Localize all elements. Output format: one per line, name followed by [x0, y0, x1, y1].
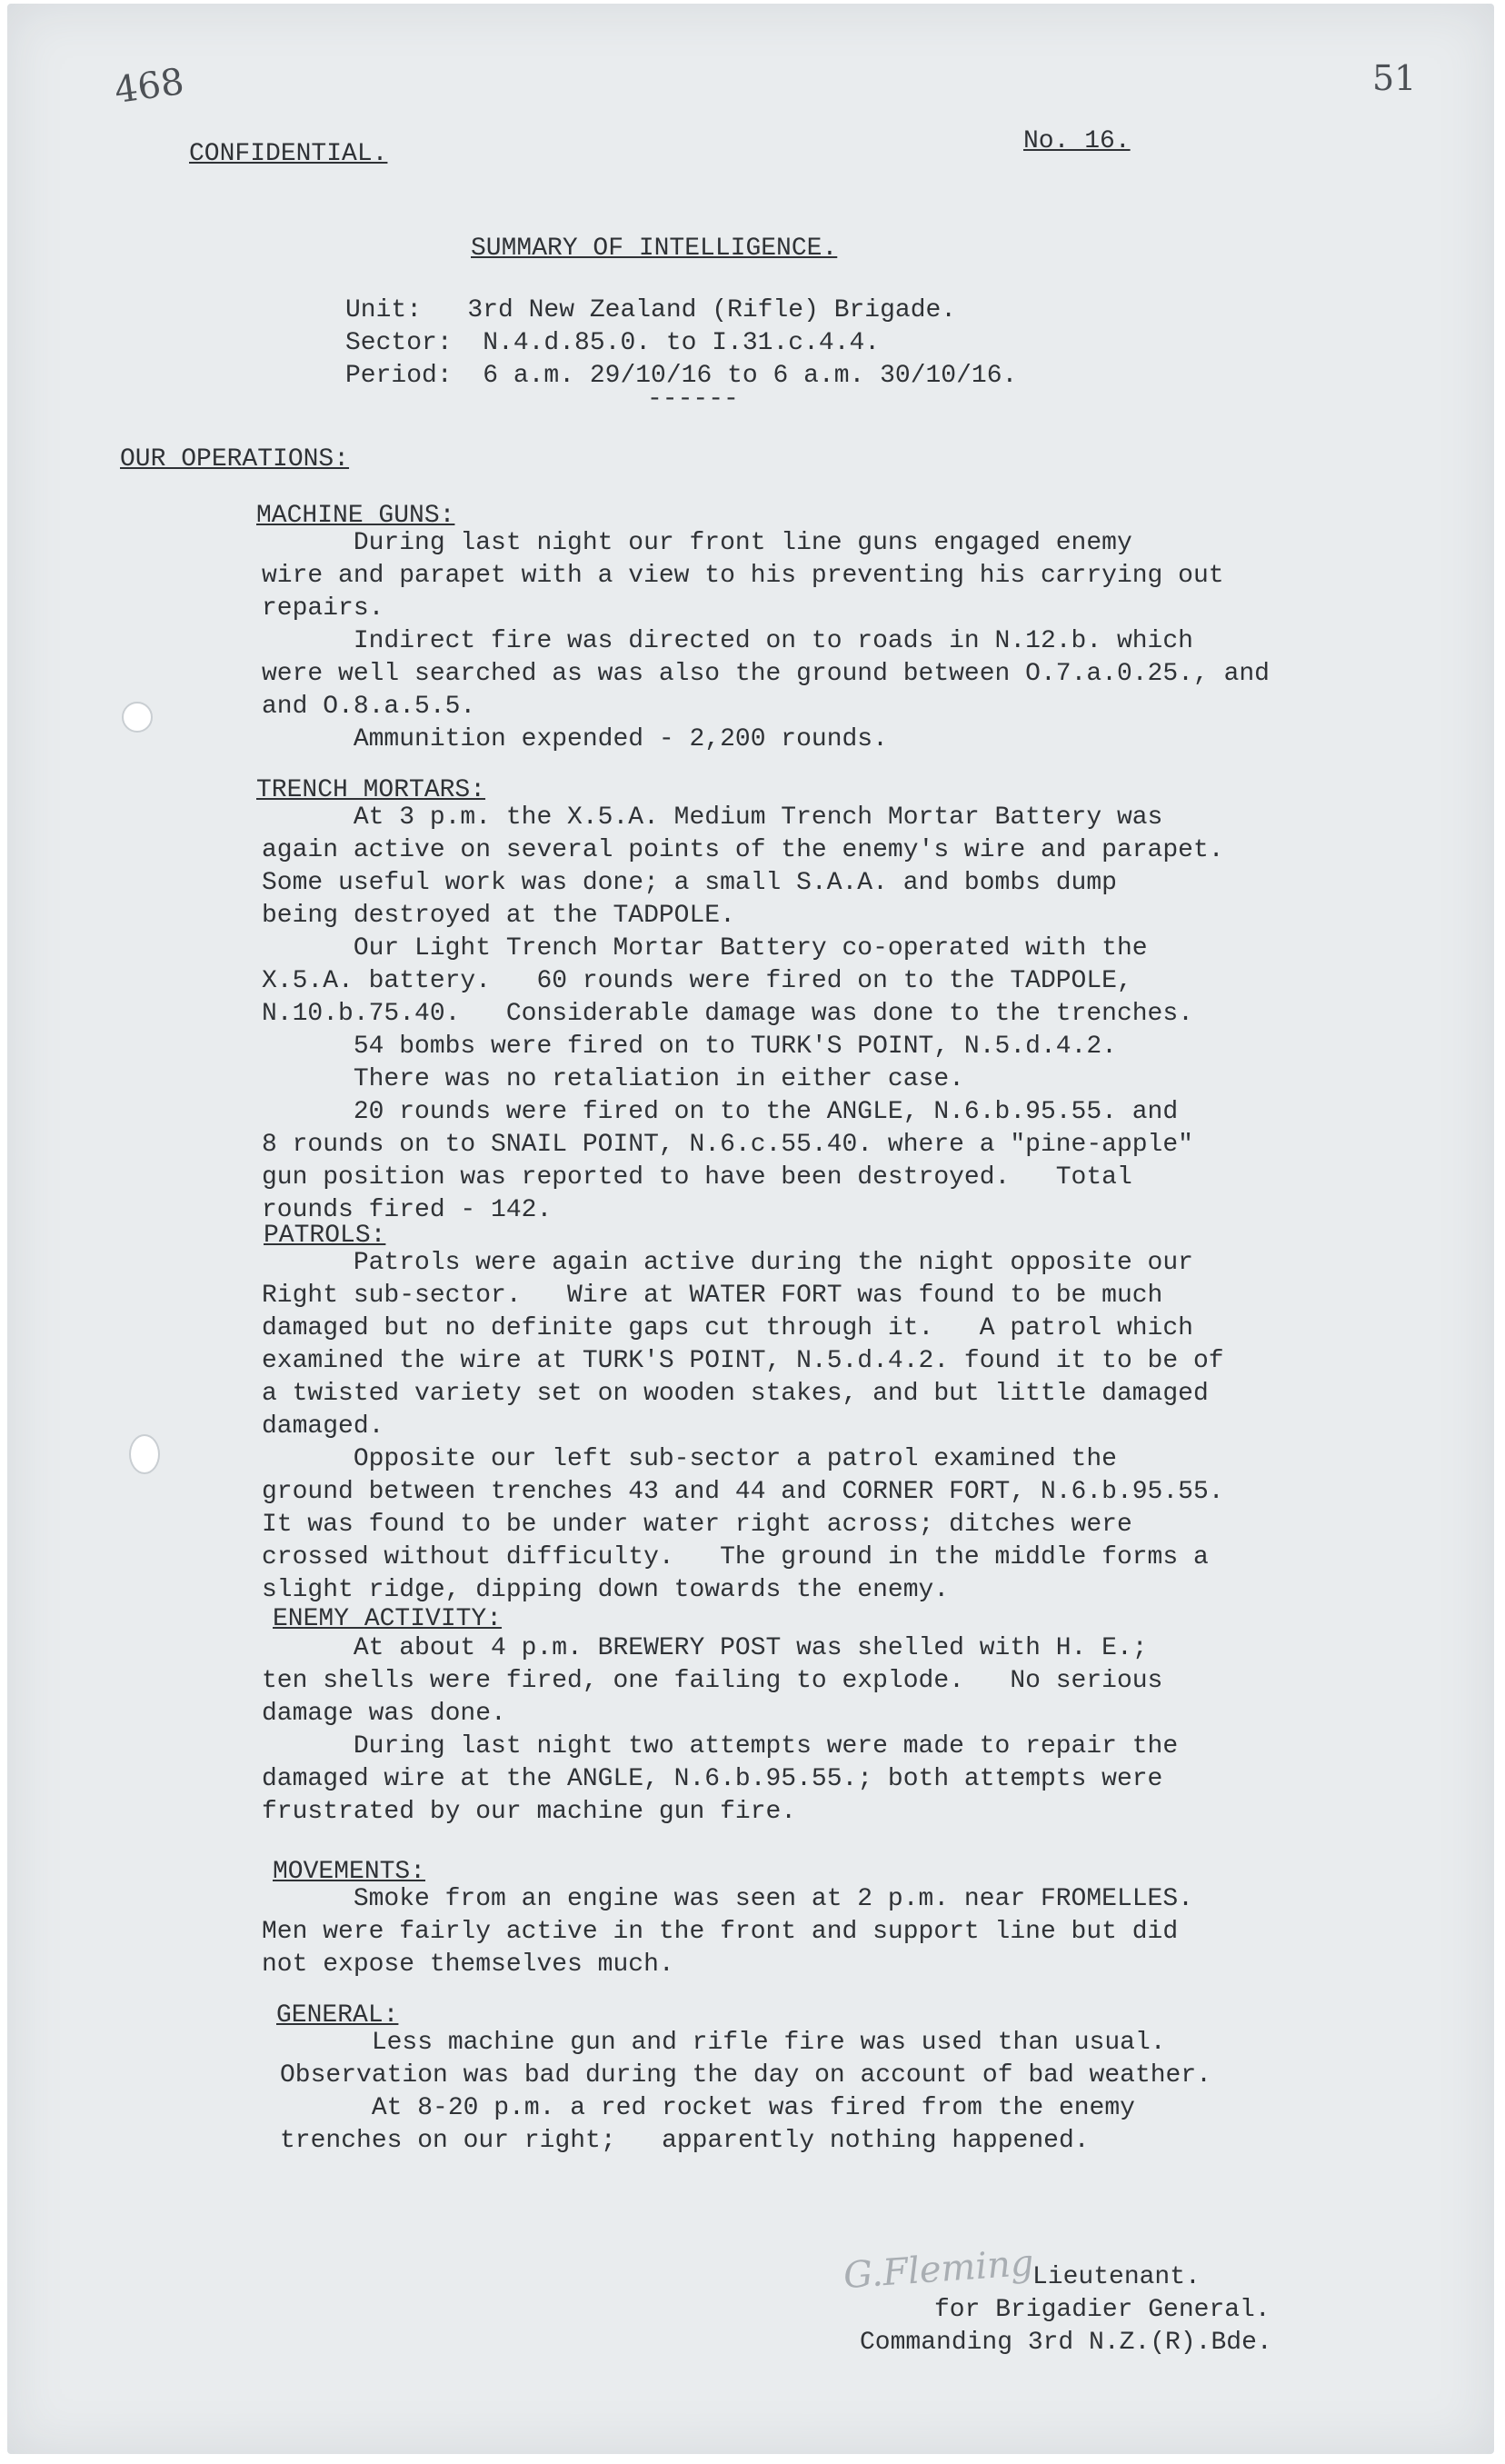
unit-line: Unit: 3rd New Zealand (Rifle) Brigade.	[345, 296, 957, 324]
text-line: were well searched as was also the ground between O.7.a.0.25., and	[262, 660, 1270, 688]
punch-hole	[122, 702, 153, 733]
text-line: Patrols were again active during the night opposite our	[262, 1249, 1193, 1277]
text-line: frustrated by our machine gun fire.	[262, 1798, 797, 1826]
signature-for-line: for Brigadier General.	[934, 2296, 1271, 2324]
text-line: Some useful work was done; a small S.A.A. and bombs dump	[262, 869, 1117, 897]
signature-command-line: Commanding 3rd N.Z.(R).Bde.	[860, 2329, 1272, 2357]
period-line: Period: 6 a.m. 29/10/16 to 6 a.m. 30/10/16.	[345, 362, 1018, 390]
page-number-annotation: 51	[1372, 58, 1417, 98]
signature-rank: Lieutenant.	[1032, 2263, 1201, 2291]
text-line: examined the wire at TURK'S POINT, N.5.d.4.2. found it to be of	[262, 1347, 1224, 1375]
text-line: Smoke from an engine was seen at 2 p.m. near FROMELLES.	[262, 1885, 1193, 1913]
general-paragraph	[280, 2027, 1461, 2158]
text-line: damaged wire at the ANGLE, N.6.b.95.55.; both attempts were	[262, 1765, 1163, 1793]
text-line: not expose themselves much.	[262, 1950, 674, 1979]
text-line: Less machine gun and rifle fire was used than usual.	[280, 2029, 1166, 2057]
text-line: Opposite our left sub-sector a patrol examined the	[262, 1445, 1117, 1473]
text-line: Our Light Trench Mortar Battery co-operated with the	[262, 934, 1148, 963]
text-line: Indirect fire was directed on to roads in N.12.b. which	[262, 627, 1193, 655]
machine-guns-paragraph	[262, 527, 1443, 756]
classification-label: CONFIDENTIAL.	[189, 140, 388, 168]
text-line: 54 bombs were fired on to TURK'S POINT, N.5.d.4.2.	[262, 1032, 1117, 1061]
text-line: gun position was reported to have been destroyed. Total	[262, 1163, 1132, 1192]
text-line: X.5.A. battery. 60 rounds were fired on to the TADPOLE,	[262, 967, 1132, 995]
text-line: repairs.	[262, 594, 384, 623]
text-line: damaged but no definite gaps cut through it. A patrol which	[262, 1314, 1193, 1342]
text-line: damaged.	[262, 1412, 384, 1441]
file-number-annotation: 468	[112, 60, 187, 113]
text-line: trenches on our right; apparently nothing happened.	[280, 2127, 1090, 2155]
text-line: being destroyed at the TADPOLE.	[262, 902, 735, 930]
section-heading-trench-mortars: TRENCH MORTARS:	[256, 776, 486, 804]
movements-paragraph	[262, 1883, 1443, 1981]
document-title: SUMMARY OF INTELLIGENCE.	[471, 234, 838, 263]
sector-line: Sector: N.4.d.85.0. to I.31.c.4.4.	[345, 329, 881, 357]
text-line: During last night two attempts were made to repair the	[262, 1732, 1179, 1761]
text-line: damage was done.	[262, 1700, 506, 1728]
text-line: Ammunition expended - 2,200 rounds.	[262, 725, 888, 753]
text-line: a twisted variety set on wooden stakes, and but little damaged	[262, 1380, 1209, 1408]
text-line: and O.8.a.5.5.	[262, 693, 476, 721]
text-line: It was found to be under water right across; ditches were	[262, 1511, 1132, 1539]
text-line: At 8-20 p.m. a red rocket was fired from the enemy	[280, 2094, 1135, 2122]
section-heading-general: GENERAL:	[276, 2001, 399, 2030]
text-line: During last night our front line guns engaged enemy	[262, 529, 1132, 557]
section-heading-patrols: PATROLS:	[264, 1222, 386, 1250]
handwritten-signature: G.Fleming	[842, 2241, 1035, 2298]
trench-mortars-paragraph	[262, 802, 1443, 1227]
text-line: At about 4 p.m. BREWERY POST was shelled with H. E.;	[262, 1634, 1148, 1662]
section-heading-enemy-activity: ENEMY ACTIVITY:	[273, 1605, 503, 1633]
text-line: There was no retaliation in either case.	[262, 1065, 964, 1093]
text-line: again active on several points of the enemy's wire and parapet.	[262, 836, 1224, 864]
text-line: crossed without difficulty. The ground in the middle forms a	[262, 1543, 1209, 1571]
text-line: Men were fairly active in the front and support line but did	[262, 1918, 1179, 1946]
text-line: N.10.b.75.40. Considerable damage was done to the trenches.	[262, 1000, 1193, 1028]
document-page	[7, 4, 1494, 2454]
enemy-activity-paragraph	[262, 1632, 1443, 1829]
text-line: Observation was bad during the day on account of bad weather.	[280, 2061, 1211, 2090]
header-rule: ------	[647, 385, 739, 414]
punch-hole	[129, 1434, 160, 1474]
text-line: ground between trenches 43 and 44 and CORNER FORT, N.6.b.95.55.	[262, 1478, 1224, 1506]
section-heading-movements: MOVEMENTS:	[273, 1858, 426, 1886]
text-line: 8 rounds on to SNAIL POINT, N.6.c.55.40. where a "pine-apple"	[262, 1131, 1193, 1159]
text-line: ten shells were fired, one failing to explode. No serious	[262, 1667, 1163, 1695]
text-line: slight ridge, dipping down towards the enemy.	[262, 1576, 950, 1604]
document-number: No. 16.	[1023, 127, 1131, 155]
text-line: rounds fired - 142.	[262, 1196, 553, 1224]
text-line: Right sub-sector. Wire at WATER FORT was found to be much	[262, 1282, 1163, 1310]
text-line: 20 rounds were fired on to the ANGLE, N.6.b.95.55. and	[262, 1098, 1179, 1126]
patrols-paragraph	[262, 1247, 1443, 1607]
section-heading-our-operations: OUR OPERATIONS:	[120, 445, 350, 474]
text-line: wire and parapet with a view to his preventing his carrying out	[262, 562, 1224, 590]
section-heading-machine-guns: MACHINE GUNS:	[256, 502, 455, 530]
text-line: At 3 p.m. the X.5.A. Medium Trench Mortar Battery was	[262, 803, 1163, 832]
